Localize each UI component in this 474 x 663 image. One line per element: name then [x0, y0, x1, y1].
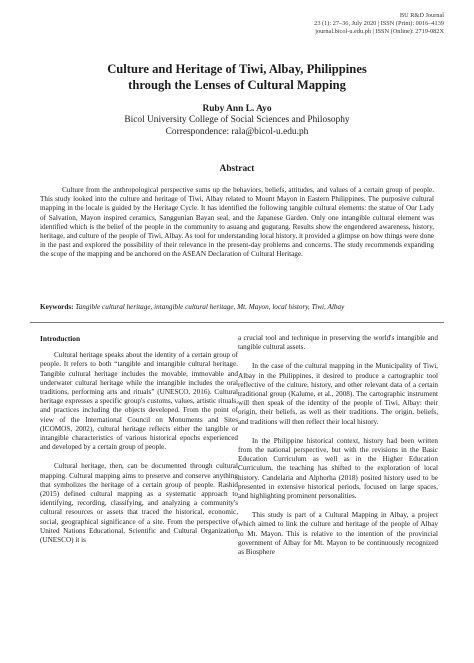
journal-header — [314, 12, 444, 37]
left-paragraph-1: Cultural heritage speaks about the identity of a certain group of people. It refers to both “tangible and intangible cultural heritage. Tangible cultural heritage includes the movable, immovable and underwater cultural heritage while the intangible includes the oral traditions, performing arts and rituals” (UNESCO, 2016). Cultural heritage expresses a specific group's customs, values, artistic rituals, and practices including the objects developed. From the point of view of the International Council on Monuments and Sites (ICOMOS, 2002), cultural heritage reflects either the tangible or intangible characteristics of various historical epochs experienced and developed by a certain group of people. — [40, 351, 238, 452]
keywords-label: Keywords: — [40, 303, 74, 311]
title-line-1: Culture and Heritage of Tiwi, Albay, Philippines — [107, 62, 367, 76]
right-paragraph-1: a crucial tool and technique in preserving the world's intangible and tangible cultural assets. — [238, 334, 438, 352]
left-column — [40, 334, 238, 555]
author-affiliation: Bicol University College of Social Sciences and Philosophy — [124, 115, 350, 126]
keywords-text: Tangible cultural heritage, intangible cultural heritage, Mt. Mayon, local history, Tiwi, Albay — [75, 303, 345, 311]
author-block — [30, 104, 444, 138]
right-paragraph-2: In the case of the cultural mapping in the Municipality of Tiwi, Albay in the Philippines, it desired to produce a cartographic tool reflective of the culture, history, and other relevant data of a certain traditional group (Kalume, et al., 2008). The cartographic instrument will then speak of the identity of the people of Tiwi, Albay: their origin, their beliefs, as well as their traditions. The origin, beliefs, and traditions will then reflect their local history. — [238, 362, 438, 426]
introduction-heading: Introduction — [40, 334, 81, 343]
abstract-text: Culture from the anthropological perspective sums up the behaviors, beliefs, attitudes, and values of a certain group of people. This study looked into the culture and heritage of Tiwi, Albay related to Mount Mayon in Eastern Philippines. The purposive cultural mapping in the locale is guided by the Heritage Cycle. It has identified the following tangible cultural elements: the statue of Our Lady of Salvation, Mayon inspired ceramics, Sanggunian Bayan seal, and the Japanese Garden. Only one intangible cultural element was identified which is the belief of the people in the community to asuang and gugurang. Results show the engendered awareness, history, heritage, and culture of the people of Tiwi, Albay. As tool for understanding local history, it provided a glimpse on how things were done in the past and explored the possibility of their relevance in the present-day problems and concerns. The study recommends expanding the scope of the mapping and be anchored on the ASEAN Declaration of Cultural Heritage. — [40, 186, 434, 259]
author-name: Ruby Ann L. Ayo — [202, 104, 272, 114]
keywords — [40, 303, 434, 312]
paper-title — [30, 62, 444, 93]
right-paragraph-4: This study is part of a Cultural Mapping in Albay, a project which aimed to link the culture and heritage of the people of Albay to Mt. Mayon. This is relative to the intention of the provincial government of Albay for Mt. Mayon to be continuously recognized as Biosphere — [238, 511, 438, 557]
abstract-heading: Abstract — [219, 164, 255, 174]
right-column — [238, 334, 438, 567]
author-correspondence: Correspondence: rala@bicol-u.edu.ph — [165, 126, 309, 137]
journal-online: journal.bicol-u.edu.ph | ISSN (Online): 2719-082X — [315, 28, 444, 36]
journal-name: BU R&D Journal — [399, 12, 444, 19]
section-divider — [30, 322, 444, 323]
right-paragraph-3: In the Philippine historical context, history had been written from the national perspective, but with the revisions in the Basic Education Curriculum as well as in the Higher Education Curriculum, the teaching has shifted to the exploration of local history. Candelaria and Alphorha (2018) posited history used to be presented in extensive historical periods, focused on large spaces, and highlighting prominent personalities. — [238, 436, 438, 501]
journal-issue: 23 (1): 27–36, July 2020 | ISSN (Print): 0016–4139 — [314, 20, 444, 28]
left-paragraph-2: Cultural heritage, then, can be documented through cultural mapping. Cultural mapping aims to preserve and conserve anything that symbolizes the heritage of a certain group of people. Rashid (2015) defined cultural mapping as a systematic approach to identifying, recording, classifying, and analyzing a community's cultural resources or assets that traced the historical, economic, social, geographical significance of a site. From the perspective of United Nations Educational, Scientific and Cultural Organization (UNESCO) it is — [40, 462, 238, 545]
title-line-2: through the Lenses of Cultural Mapping — [128, 77, 346, 92]
